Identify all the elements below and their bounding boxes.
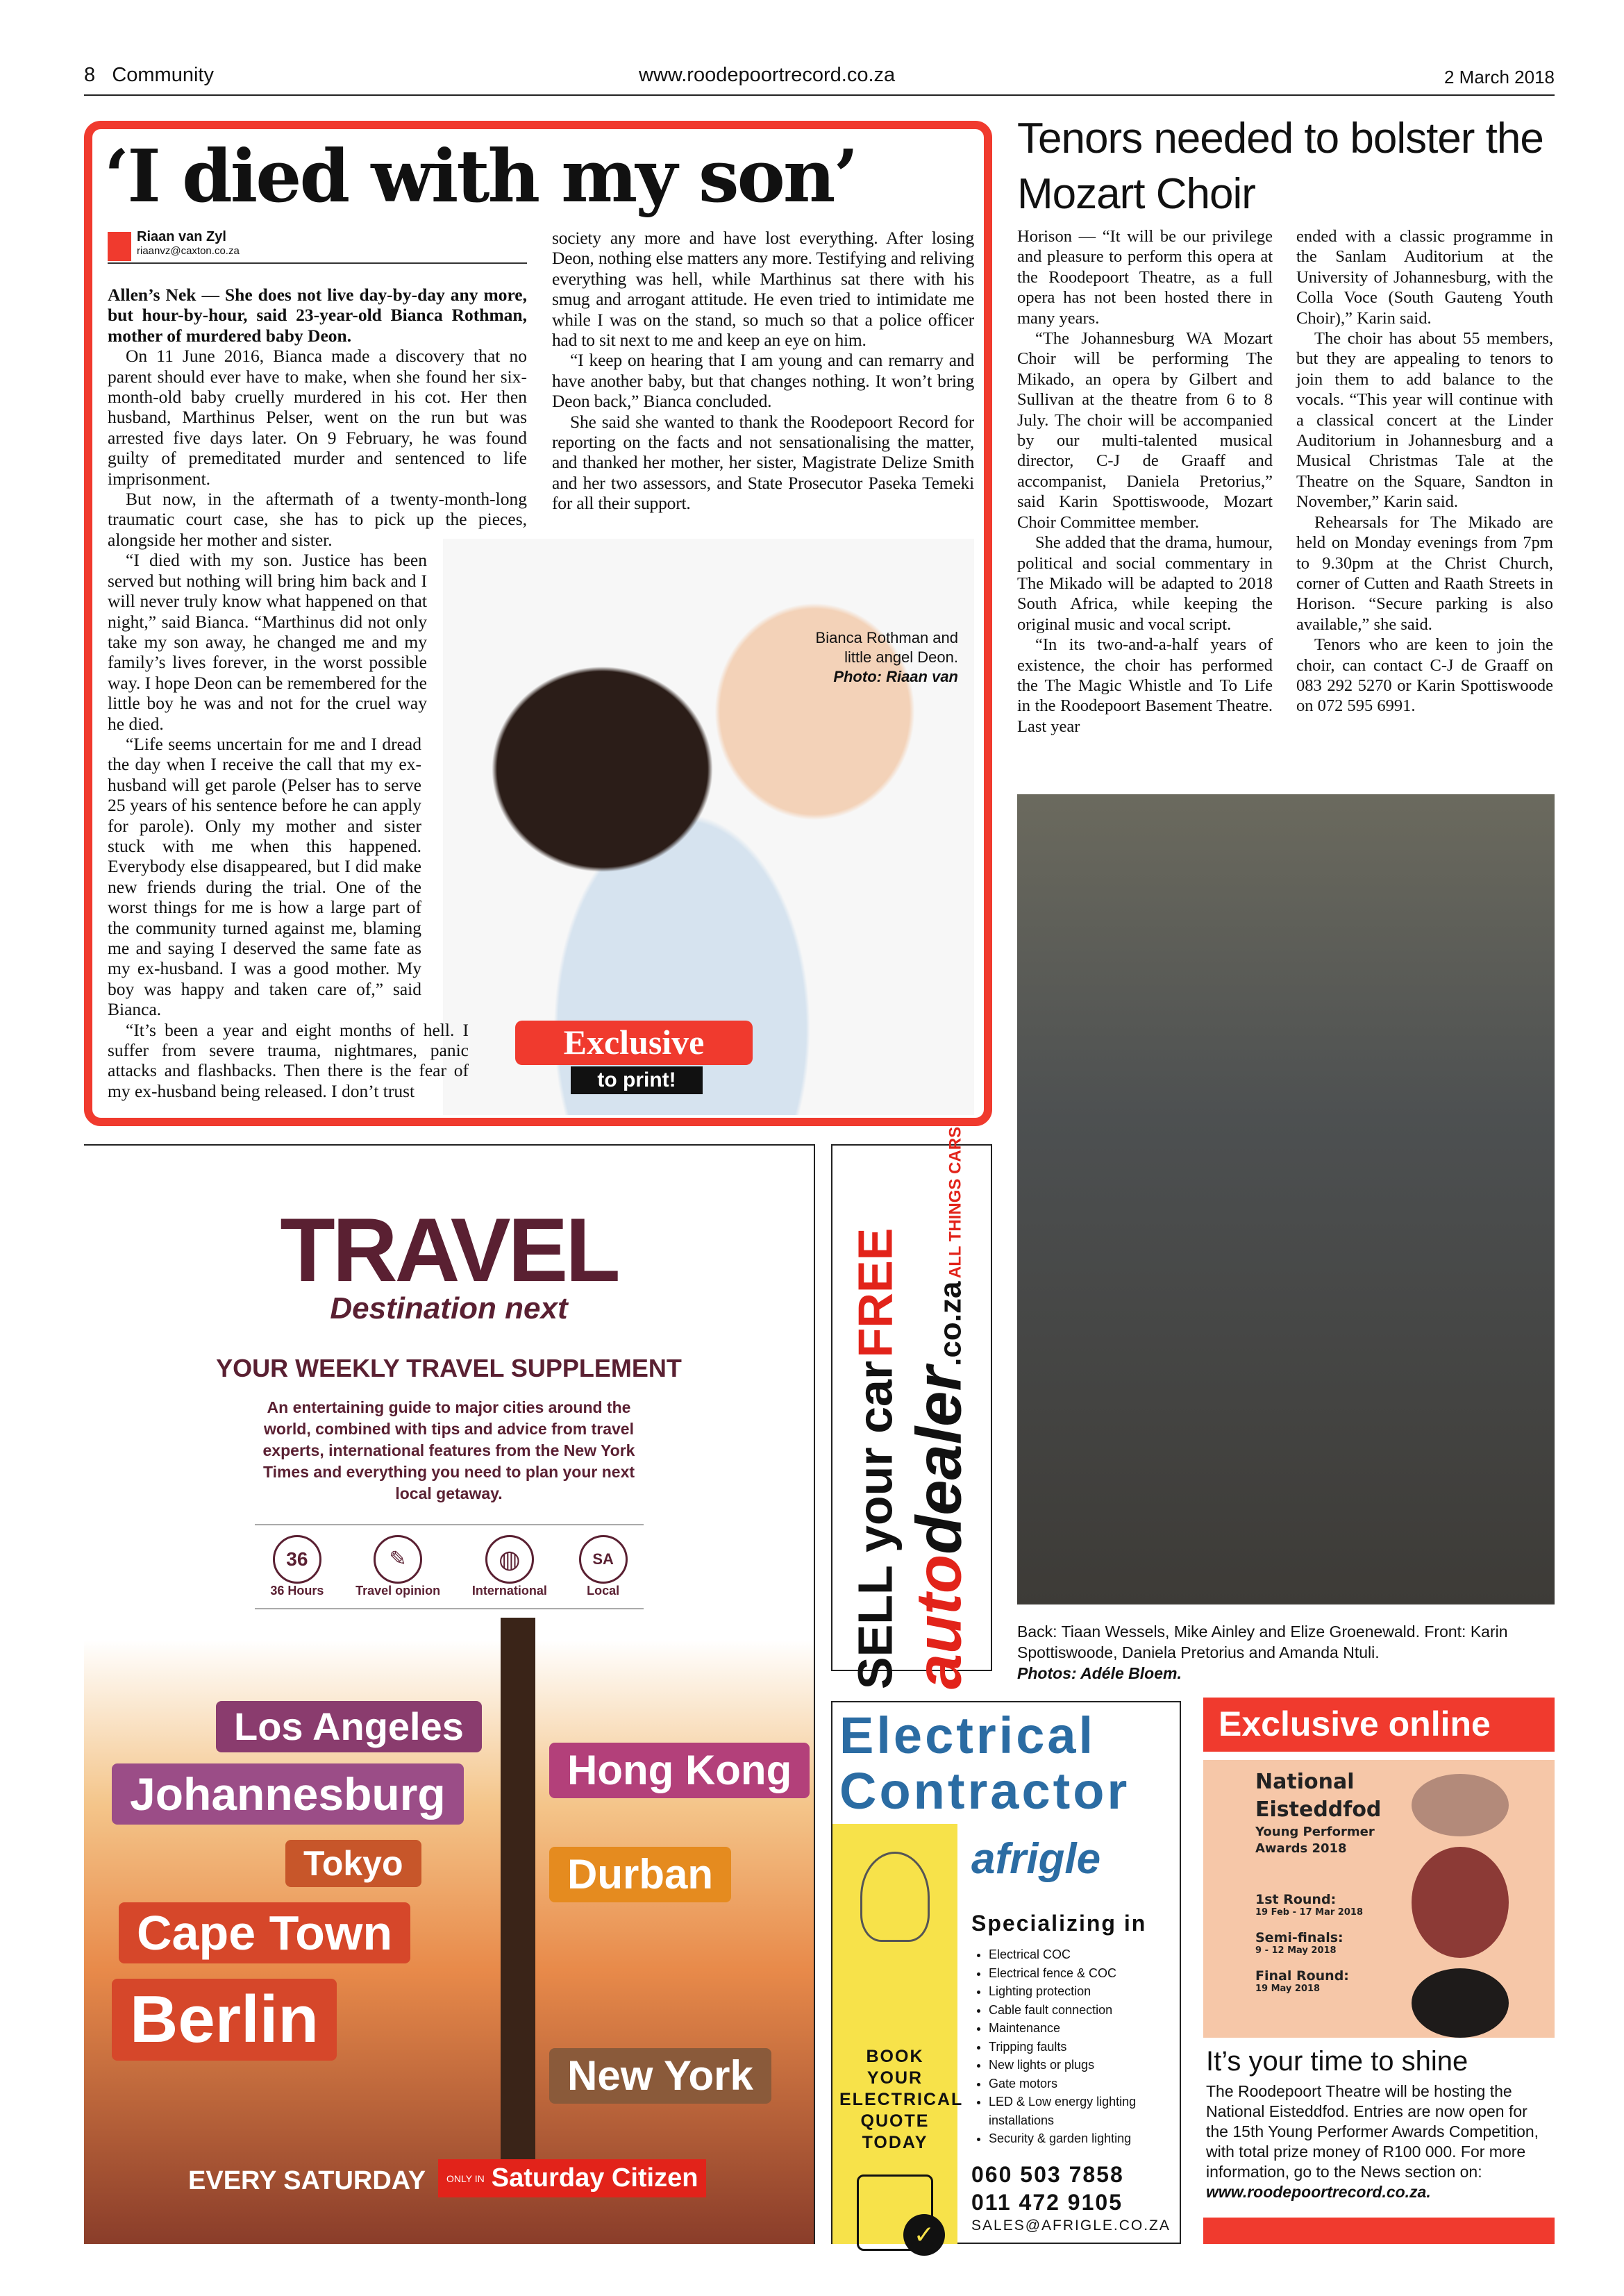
singers-photo (1412, 1847, 1509, 1958)
photo-caption: Bianca Rothman and little angel Deon. Photo: Riaan van (815, 629, 958, 685)
paragraph: She said she wanted to thank the Roodepoort Record for reporting on the facts and not sensationalising the matter, and thanked her mother, her sister, Magistrate Delize Smith and her two assessors, and State Prosecutor Paseka Temeki for all their support. (552, 411, 974, 514)
choir-col-b (1296, 226, 1553, 717)
exclusive-online[interactable] (1203, 1698, 1555, 2244)
author-email[interactable]: riaanvz@caxton.co.za (137, 245, 240, 257)
lead-paragraph: Allen’s Nek — She does not live day-by-day any more, but hour-by-hour, said 23-year-old Bianca Rothman, mother of murdered baby Deon. (108, 285, 527, 346)
travel-heading: YOUR WEEKLY TRAVEL SUPPLEMENT (216, 1354, 682, 1382)
sign-johannesburg: Johannesburg (112, 1763, 464, 1825)
saturday-citizen-logo: ONLY IN Saturday Citizen (438, 2159, 706, 2197)
choir-group-photo (1017, 794, 1555, 1604)
autodealer-ad[interactable] (831, 1126, 992, 1689)
service-item: • Cable fault connection (989, 2001, 1176, 2020)
paragraph: The choir has about 55 members, but they are appealing to tenors to join them to add balance to the vocals. “This year will continue with a classical concert at the Linder Auditorium in Johannesburg and a Musical Christmas Tale at the Theatre on the Square, Sandton in November,” Karin said. (1296, 329, 1553, 512)
online-headline: It’s your time to shine (1206, 2046, 1468, 2077)
service-item: • Gate motors (989, 2075, 1176, 2093)
free-text: FREE (848, 1227, 903, 1357)
paragraph: Horison — “It will be our privilege and pleasure to perform this opera at the Roodepoort Theatre, as a full opera has not been hosted there in many years. (1017, 227, 1273, 328)
service-item: • Security & garden lighting (989, 2129, 1176, 2148)
service-item: • Tripping faults (989, 2038, 1176, 2056)
travel-description: An entertaining guide to major cities around the world, combined with tips and advice from travel experts, international features from the New York Times and everything you need to plan your next local getaway. (262, 1398, 635, 1502)
clock-icon: 36 (273, 1535, 321, 1584)
byline-marker (108, 232, 131, 261)
lightbulb-icon (860, 1852, 930, 1942)
electrical-ad[interactable] (831, 1701, 1181, 2249)
map-pin-icon: SA (579, 1535, 628, 1584)
electrical-title: Electrical Contractor (839, 1707, 1130, 1820)
choir-photo-credit: Photos: Adéle Bloem. (1017, 1664, 1182, 1682)
sign-new-york: New York (549, 2048, 771, 2104)
local-item: SA Local (579, 1535, 628, 1598)
services-list (989, 1945, 1176, 2148)
sign-los-angeles: Los Angeles (216, 1701, 482, 1752)
quote-panel (832, 1824, 964, 2249)
checklist-icon: ✓ (857, 2175, 933, 2251)
issue-date: 2 March 2018 (1444, 67, 1555, 87)
online-link[interactable]: www.roodepoortrecord.co.za. (1206, 2183, 1431, 2201)
quote-cta: BOOK YOUR ELECTRICAL QUOTE TODAY (839, 2047, 964, 2152)
service-item: • Maintenance (989, 2019, 1176, 2038)
paragraph: “It’s been a year and eight months of hell. I suffer from severe trauma, nightmares, panic attacks and flashbacks. Then there is the fear of my ex-husband being released. I don’t trust (108, 1019, 469, 1101)
paragraph: “In its two-and-a-half years of existence, the choir has performed the The Magic Whistle and To Life in the Roodepoort Basement Theatre. Last year (1017, 635, 1273, 736)
sign-tokyo: Tokyo (285, 1840, 421, 1887)
byline (108, 229, 527, 264)
page-number: 8 Community (84, 64, 214, 86)
dancers-photo (1412, 1774, 1509, 1836)
paragraph: But now, in the aftermath of a twenty-month-long traumatic court case, she has to pick up the pieces, alongside her mother and sister. (108, 489, 527, 550)
every-saturday: EVERY SATURDAY (188, 2166, 426, 2195)
paragraph: On 11 June 2016, Bianca made a discovery that no parent should ever have to make, when she found her six-month-old baby cruelly murdered in his cot. Her then husband, Marthinus Pelser, went on the run but was arrested five days later. On 9 February, he was found guilty of premeditated murder and sentenced to life imprisonment. (108, 346, 527, 489)
brand-auto: auto (903, 1554, 975, 1689)
section-name: Community (112, 64, 214, 86)
contact (971, 2161, 1171, 2236)
service-item: • Electrical COC (989, 1945, 1176, 1964)
author: Riaan van Zyl (137, 229, 226, 244)
sell-your-car-text: SELL your car (848, 1360, 903, 1689)
site-url[interactable]: www.roodepoortrecord.co.za (639, 64, 896, 86)
sign-berlin: Berlin (112, 1979, 337, 2061)
online-body: The Roodepoort Theatre will be hosting the National Eisteddfod. Entries are now open for the 15th Young Performer Awards Competition, with total prize money of R100 000. For more information, go to the News section on: www.roodepoortrecord.co.za. (1206, 2082, 1539, 2201)
brand-dealer: dealer (903, 1366, 975, 1555)
globe-icon: ◍ (485, 1535, 534, 1584)
36-hours-item: 36 36 Hours (270, 1535, 324, 1598)
travel-icons (255, 1524, 644, 1609)
to-print-badge: to print! (571, 1066, 703, 1094)
phone-1[interactable]: 060 503 7858 (971, 2162, 1124, 2187)
paragraph: Tenors who are keen to join the choir, can contact C-J de Graaff on 083 292 5270 or Karin Spottiswoode on 072 595 6991. (1296, 635, 1553, 716)
header-rule (84, 94, 1555, 96)
travel-logo-sub: Destination next (330, 1291, 568, 1325)
service-item: • New lights or plugs (989, 2056, 1176, 2075)
main-col1 (108, 285, 527, 1101)
online-banner: Exclusive online (1203, 1698, 1555, 1752)
eisteddfod-poster: National Eisteddfod Young Performer Awards 2018 1st Round: 19 Feb - 17 Mar 2018 Semi-finals: 9 - 12 May 2018 Final Round: 19 May 2018 (1203, 1760, 1555, 2038)
paragraph: “Life seems uncertain for me and I dread the day when I receive the call that my ex-husband will get parole (Pelser has to serve 25 years of his sentence before he can apply for parole). Only my mother and sister stuck with me when this happened. Everybody else disappeared, but I did make new friends during the trial. One of the worst things for me is how a large part of the community turned against me, blaming me and saying I deserved the same fate as my ex-husband. I was a good mother. My boy was happy and taken care of,” said Bianca. (108, 733, 421, 1020)
choir-col-a (1017, 226, 1273, 737)
signpost-pole (501, 1618, 535, 2187)
paragraph: “I keep on hearing that I am young and can remarry and have another baby, but that changes nothing. It won’t bring Deon back,” Bianca concluded. (552, 350, 974, 412)
paragraph: ended with a classic programme in the Sanlam Auditorium at the University of Johannesburg, with the Colla Voce (South Gauteng Youth Choir),” Karin said. (1296, 227, 1553, 328)
specializing-heading: Specializing in (971, 1911, 1147, 1936)
paragraph: society any more and have lost everything. After losing Deon, nothing else matters any more. Testifying and reliving everything was hell, while Marthinus sat there with his smug and arrogant attitude. He even tried to intimidate me while I was on the stand, so much so that a police officer had to sit next to me and keep an eye on him. (552, 228, 974, 351)
sign-hong-kong: Hong Kong (549, 1743, 810, 1798)
pianist-photo (1412, 1968, 1509, 2038)
travel-opinion-item: ✎ Travel opinion (355, 1535, 440, 1598)
paragraph: “I died with my son. Justice has been served but nothing will bring him back and I will never truly know what happened on that night,” said Bianca. “Marthinus did not only take my son away, he changed me and my family’s lives forever, in the worst possible way. I hope Deon can be remembered for the little boy he was and not for the cruel way he died. (108, 550, 427, 734)
email[interactable]: SALES@AFRIGLE.CO.ZA (971, 2218, 1171, 2234)
online-footer-bar (1203, 2218, 1555, 2244)
afrigle-logo: afrigle (971, 1835, 1101, 1883)
sign-durban: Durban (549, 1847, 731, 1902)
main-headline: ‘I died with my son’ (104, 133, 857, 219)
choir-headline: Tenors needed to bolster the Mozart Choir (1017, 115, 1543, 218)
service-item: • Electrical fence & COC (989, 1964, 1176, 1983)
brand-tld: .co.za (933, 1281, 968, 1366)
travel-logo: TRAVEL (280, 1199, 618, 1300)
choir-caption: Back: Tiaan Wessels, Mike Ainley and Elize Groenewald. Front: Karin Spottiswoode, Daniela Pretorius and Amanda Ntuli. Photos: Adéle Bloem. (1017, 1623, 1508, 1682)
exclusive-badge: Exclusive (515, 1021, 753, 1065)
paragraph: “The Johannesburg WA Mozart Choir will be performing The Mikado, an opera by Gilbert and Sullivan at the theatre from 6 to 8 July. The choir will be accompanied by our multi-talented musical director, C-J de Graaff and accompanist, Daniela Pretorius,” said Karin Spottiswoode, Mozart Choir Committee member. (1017, 329, 1273, 532)
service-item: • LED & Low energy lighting installations (989, 2093, 1176, 2129)
photo-credit: Photo: Riaan van (833, 668, 958, 685)
service-item: • Lighting protection (989, 1982, 1176, 2001)
paragraph: Rehearsals for The Mikado are held on Monday evenings from 7pm to 9.30pm at the Christ Church, corner of Cutten and Raath Streets in Horison. “Secure parking is also available,” she said. (1296, 512, 1553, 634)
head-icon: ✎ (374, 1535, 422, 1584)
international-item: ◍ International (472, 1535, 547, 1598)
phone-2[interactable]: 011 472 9105 (971, 2190, 1123, 2215)
tagline: ALL THINGS CARS (946, 1126, 965, 1278)
travel-ad[interactable] (84, 1144, 815, 2244)
main-col2 (552, 228, 974, 514)
sign-cape-town: Cape Town (119, 1902, 410, 1963)
paragraph: She added that the drama, humour, political and social commentary in The Mikado will be adapted to 2018 South Africa, while keeping the original music and vocal script. (1017, 533, 1273, 634)
